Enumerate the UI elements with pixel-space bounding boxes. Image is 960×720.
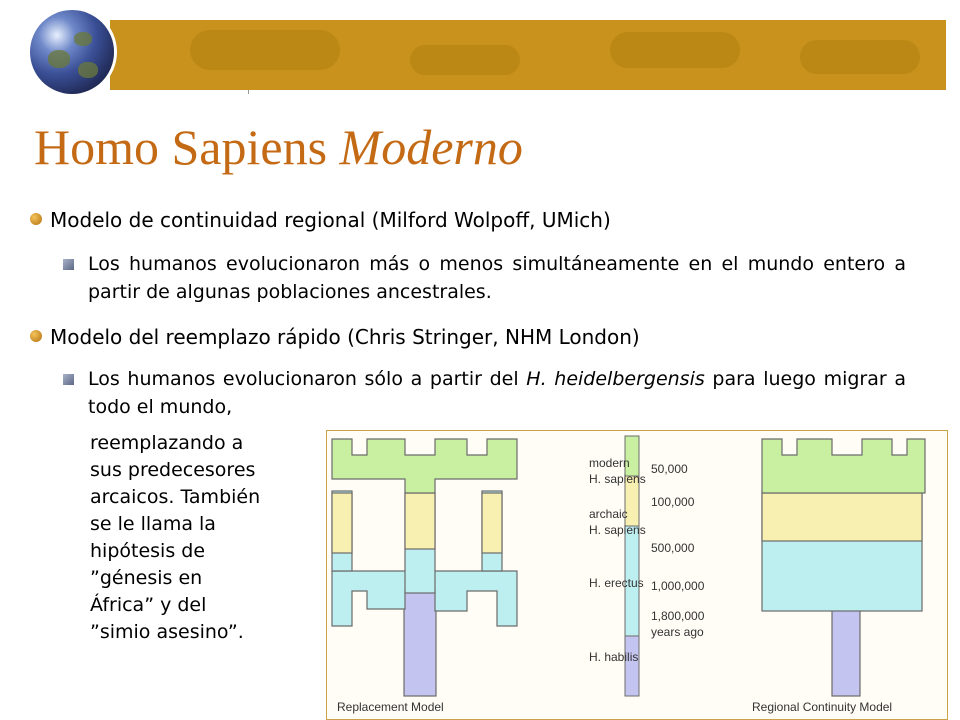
modern-sapiens-crown [332, 439, 517, 493]
label-erectus: H. erectus [589, 576, 644, 590]
caption-right: Regional Continuity Model [752, 700, 893, 714]
modern-crown-2 [762, 439, 925, 493]
continuation-line: hipótesis de [90, 540, 206, 562]
continuation-line: ”simio asesino”. [90, 621, 244, 643]
header-bar [110, 20, 946, 90]
age-5: 1,800,000 [651, 609, 705, 623]
continuation-line: ”génesis en [90, 567, 203, 589]
scale-habilis [625, 636, 639, 696]
age-4: 1,000,000 [651, 579, 705, 593]
caption-left: Replacement Model [337, 700, 444, 714]
sub-bullet-replacement-pre: Los humanos evolucionaron sólo a partir del [88, 368, 519, 390]
africa-branch-archaic [405, 493, 435, 549]
age-3: 500,000 [651, 541, 695, 555]
title-main: Homo Sapiens [34, 119, 328, 175]
label-sapiens-2: H. sapiens [589, 523, 646, 537]
sub-bullet-continuity-text: Los humanos evolucionaron más o menos simultáneamente en el mundo entero a partir de algunas poblaciones ancestrales. [88, 253, 906, 303]
header-divider [248, 90, 249, 94]
bullet-continuity [50, 208, 611, 232]
continuation-line: sus predecesores [90, 459, 256, 481]
bullet-continuity-paren: (Milford Wolpoff, UMich) [371, 208, 611, 232]
title-italic: Moderno [339, 119, 523, 175]
age-6: years ago [651, 625, 704, 639]
label-sapiens-1: H. sapiens [589, 472, 646, 486]
label-archaic: archaic [589, 507, 628, 521]
label-habilis: H. habilis [589, 650, 639, 664]
sub-bullet-continuity [88, 250, 906, 306]
archaic-block [762, 493, 922, 541]
continuation-text [90, 430, 315, 646]
sub-bullet-replacement [88, 365, 906, 421]
asia-branch-archaic [482, 493, 502, 553]
habilis-trunk [404, 591, 436, 696]
europe-branch-archaic [332, 493, 352, 553]
replacement-model-tree [332, 439, 517, 696]
label-modern: modern [589, 456, 630, 470]
continuation-line: África” y del [90, 594, 207, 616]
human-evolution-diagram [326, 430, 948, 720]
diagram-svg [327, 431, 947, 719]
page-title [34, 118, 523, 176]
globe-icon [30, 10, 114, 94]
bullet-replacement-label: Modelo del reemplazo rápido [50, 325, 341, 349]
bullet-replacement [50, 325, 640, 349]
continuation-line: reemplazando a [90, 432, 244, 454]
age-2: 100,000 [651, 495, 695, 509]
bullet-replacement-paren: (Chris Stringer, NHM London) [347, 325, 640, 349]
age-1: 50,000 [651, 462, 688, 476]
continuation-line: se le llama la [90, 513, 216, 535]
bullet-continuity-label: Modelo de continuidad regional [50, 208, 366, 232]
continuity-model-tree [762, 439, 925, 696]
sub-bullet-replacement-post: para luego migrar a todo el mundo, [88, 368, 906, 418]
sub-bullet-replacement-italic: H. heidelbergensis [526, 368, 705, 390]
continuation-line: arcaicos. También [90, 486, 261, 508]
